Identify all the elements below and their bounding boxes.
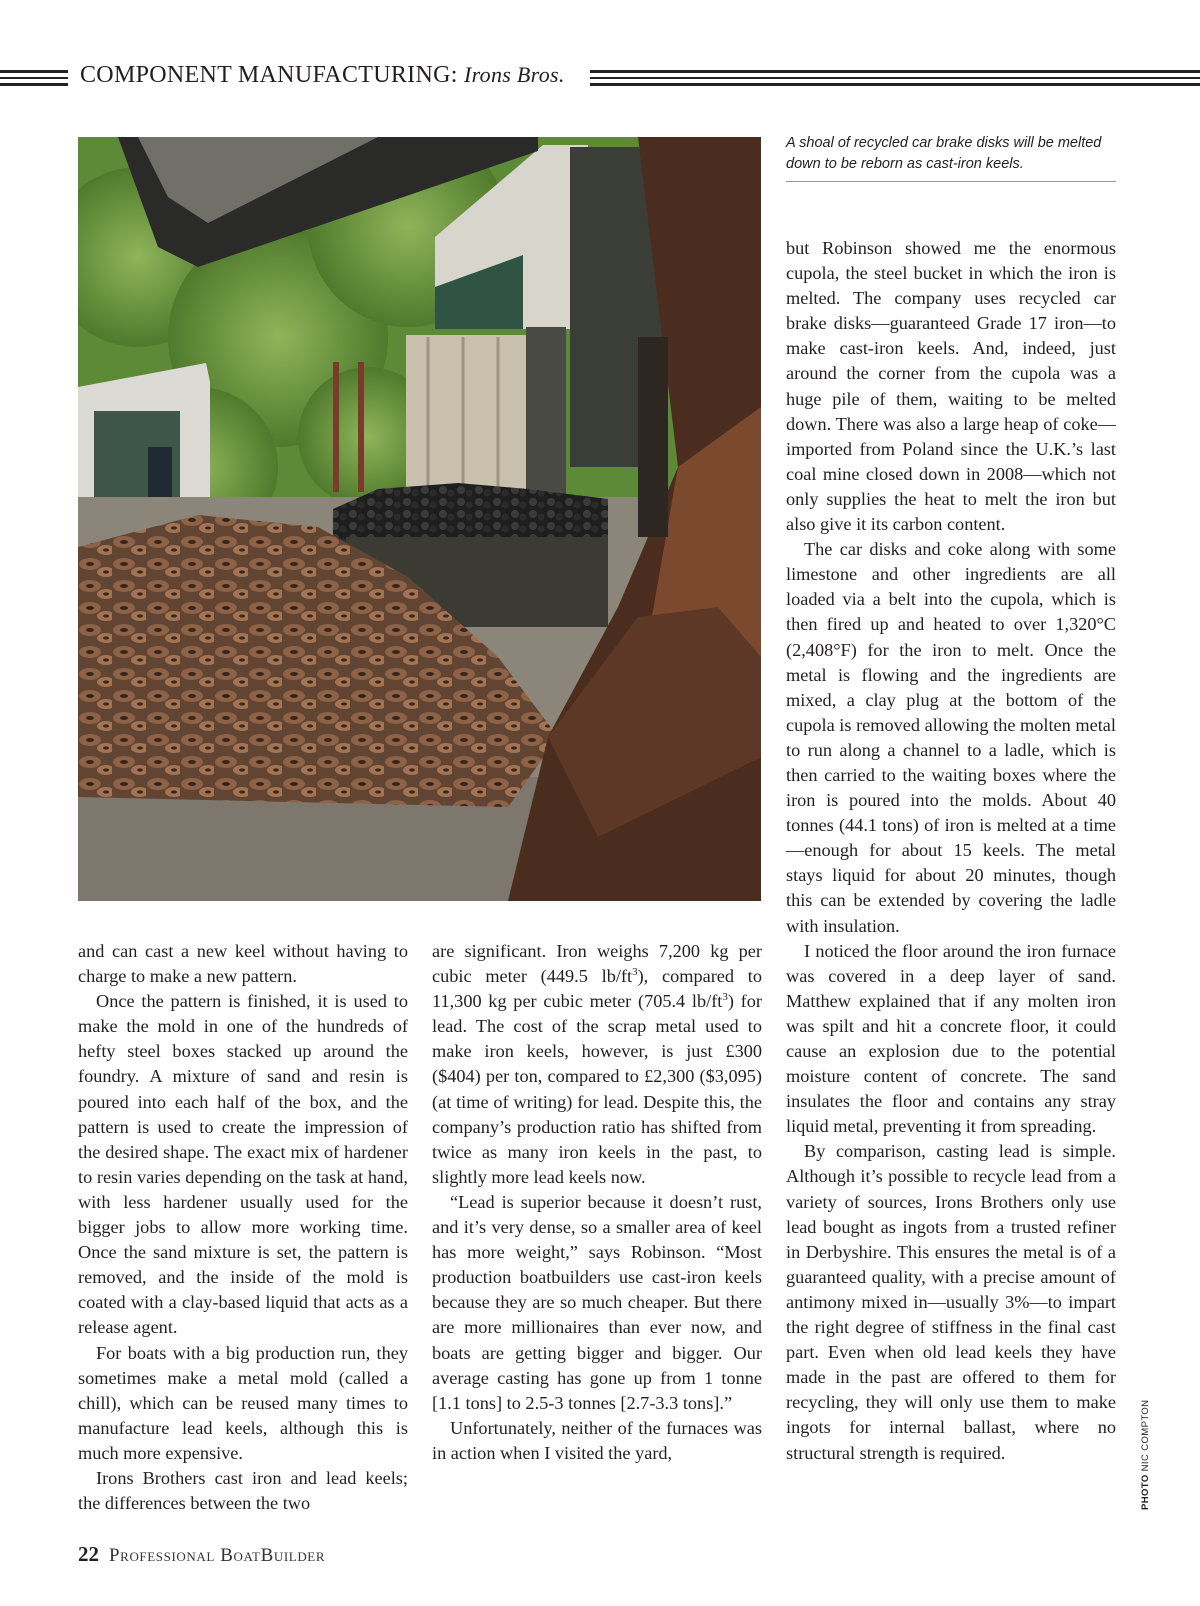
text-run: ) for lead. The cost of the scrap metal used to make iron keels, however, is just £300 ($404) per ton, compared to £2,300 ($3,095) (at time of writing) for lead. Despite this, the company’s production ratio has shifted from twice as many iron keels in the past, to slightly more lead keels now.	[432, 991, 762, 1187]
page-number: 22	[78, 1542, 99, 1566]
photo-credit-label: PHOTO	[1140, 1474, 1151, 1510]
paragraph: By comparison, casting lead is simple. Although it’s possible to recycle lead from a variety of sources, Irons Brothers only use lead bought as ingots from a trusted refiner in Derbyshire. This ensures the metal is of a guaranteed quality, with a precise amount of antimony mixed in—usually 3%—to impart the right degree of stiffness in the final cast part. Even when old lead keels they have made in the past are offered to them for recycling, they will only use them to make ingots for internal ballast, where no structural strength is required.	[786, 1141, 1116, 1463]
photo-icon	[78, 137, 761, 901]
body-column-2	[432, 939, 762, 1466]
photo-caption: A shoal of recycled car brake disks will be melted down to be reborn as cast-iron keels.	[786, 135, 1102, 172]
paragraph: Unfortunately, neither of the furnaces was in action when I visited the yard,	[432, 1417, 762, 1463]
paragraph: Irons Brothers cast iron and lead keels; the differences between the two	[78, 1467, 408, 1514]
scrapyard-photo	[78, 137, 761, 901]
paragraph: but Robinson showed me the enormous cupola, the steel bucket in which the iron is melted. The company uses recycled car brake disks—guaranteed Grade 17 iron—to make cast-iron keels. And, indeed, just around the corner from the cupola was a huge pile of them, waiting to be melted down. There was also a large heap of coke—imported from Poland since the U.K.’s last coal mine closed down in 2008—which not only supplies the heat to melt the iron but also give it its carbon content.	[786, 238, 1116, 535]
section-header	[80, 62, 565, 89]
paragraph: and can cast a new keel without having to charge to make a new pattern.	[78, 941, 408, 987]
paragraph: “Lead is superior because it doesn’t rust, and it’s very dense, so a smaller area of keel has more weight,” says Robinson. “Most production boatbuilders use cast-iron keels because they are so much cheaper. But there are more millionaires than ever now, and boats are getting bigger and bigger. Our average casting has gone up from 1 tonne [1.1 tons] to 2.5-3 tonnes [2.7-3.3 tons].”	[432, 1191, 762, 1413]
superscript: 3	[722, 991, 728, 1004]
paragraph: I noticed the floor around the iron furnace was covered in a deep layer of sand. Matthew explained that if any molten iron was spilt and hit a concrete floor, it could cause an explosion due to the potential moisture content of concrete. The sand insulates the floor and contains any stray liquid metal, preventing it from spreading.	[786, 940, 1116, 1137]
text-run: are significant. Iron weighs 7,200 kg per cubic meter (449.5 lb/ft	[432, 941, 762, 987]
page-footer	[78, 1542, 325, 1567]
paragraph	[432, 939, 762, 1190]
text-run: ), compared to 11,300 kg per cubic meter (705.4 lb/ft	[432, 966, 763, 1012]
paragraph: Once the pattern is finished, it is used to make the mold in one of the hundreds of hefty steel boxes stacked up around the foundry. A mixture of sand and resin is poured into each half of the box, and the pattern is used to create the impression of the desired shape. The exact mix of hardener to resin varies depending on the task at hand, with less hardener usually used for the bigger jobs to allow more working time. Once the sand mixture is set, the pattern is removed, and the inside of the mold is coated with a clay-based liquid that acts as a release agent.	[78, 991, 408, 1338]
body-column-1	[78, 939, 408, 1516]
section-title: COMPONENT MANUFACTURING:	[80, 62, 458, 88]
photo-credit	[1140, 1400, 1151, 1510]
caption-rule	[786, 181, 1116, 182]
header-rule-right	[590, 70, 1200, 86]
paragraph: For boats with a big production run, they sometimes make a metal mold (called a chill), which can be reused many times to manufacture lead keels, although this is much more expensive.	[78, 1342, 408, 1463]
section-company: Irons Bros.	[464, 62, 565, 87]
magazine-title: Professional BoatBuilder	[109, 1545, 326, 1566]
photo-credit-name: NIC COMPTON	[1140, 1399, 1151, 1472]
superscript: 3	[632, 966, 638, 978]
paragraph: The car disks and coke along with some limestone and other ingredients are all loaded via a belt into the cupola, which is then fired up and heated to over 1,320°C (2,408°F) for the iron to melt. Once the metal is flowing and the ingredients are mixed, a clay plug at the bottom of the cupola is removed allowing the molten metal to run along a channel to a ladle, which is then carried to the waiting boxes where the iron is poured into the molds. About 40 tonnes (44.1 tons) of iron is melted at a time—enough for about 15 keels. The metal stays liquid for about 20 minutes, though this can be extended by covering the ladle with insulation.	[786, 539, 1116, 936]
body-column-3	[786, 236, 1116, 1466]
header-rule-left	[0, 70, 68, 86]
